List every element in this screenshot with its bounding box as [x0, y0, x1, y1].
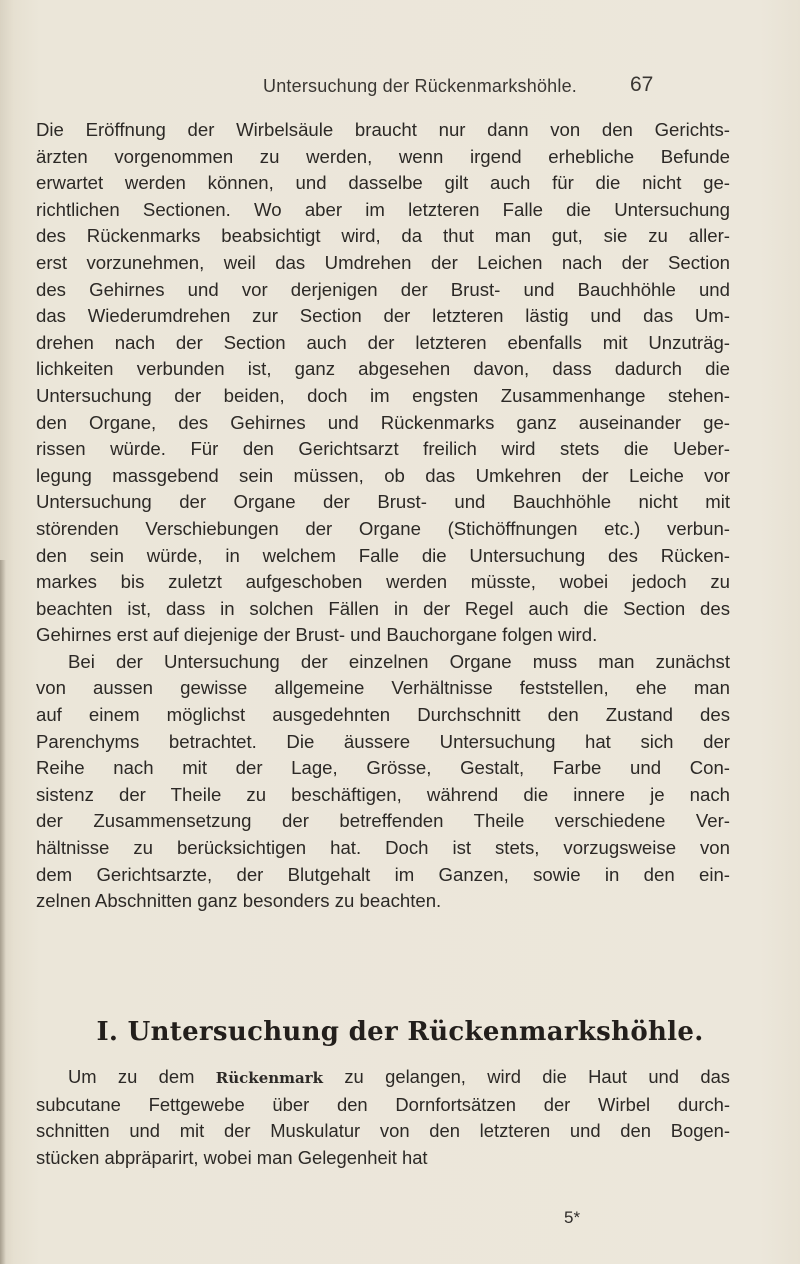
text-line: Die Eröffnung der Wirbelsäule braucht nur dann von den Gerichts-	[36, 119, 730, 140]
binding-gutter-shadow	[0, 560, 6, 1264]
text-line: markes bis zuletzt aufgeschoben werden müsste, wobei jedoch zu	[36, 571, 730, 593]
printer-signature-mark: 5*	[564, 1208, 581, 1227]
text-line: des Gehirnes und vor derjenigen der Brust- und Bauchhöhle und	[36, 278, 730, 300]
text-line: Untersuchung der Organe der Brust- und Bauchhöhle nicht mit	[36, 491, 730, 513]
paragraph-spinal-cord	[36, 1064, 730, 1171]
text-line: rissen würde. Für den Gerichtsarzt freilich wird stets die Ueber-	[36, 438, 730, 460]
text-line: hältnisse zu berücksichtigen hat. Doch ist stets, vorzugsweise von	[36, 837, 730, 859]
body-text-block	[36, 117, 730, 915]
text-line: beachten ist, dass in solchen Fällen in der Regel auch die Section des	[36, 597, 730, 619]
paragraph-examination	[36, 649, 730, 915]
section-body-text	[36, 1064, 730, 1171]
text-line: des Rückenmarks beabsichtigt wird, da thut man gut, sie zu aller-	[36, 225, 730, 247]
text-line: Gehirnes erst auf diejenige der Brust- und Bauchorgane folgen wird.	[36, 624, 598, 646]
running-head-title: Untersuchung der Rückenmarkshöhle.	[263, 76, 577, 96]
text-line: drehen nach der Section auch der letzteren ebenfalls mit Unzuträg-	[36, 331, 730, 353]
page-number: 67	[630, 73, 654, 96]
text-line: von aussen gewisse allgemeine Verhältnisse feststellen, ehe man	[36, 677, 730, 699]
section-heading: I. Untersuchung der Rückenmarkshöhle.	[96, 1017, 704, 1047]
text-line: zelnen Abschnitten ganz besonders zu beachten.	[36, 890, 442, 912]
text-line: auf einem möglichst ausgedehnten Durchschnitt den Zustand des	[36, 704, 730, 726]
text-line: das Wiederumdrehen zur Section der letzteren lästig und das Um-	[36, 305, 730, 327]
text-line: Bei der Untersuchung der einzelnen Organe muss man zunächst	[68, 650, 730, 672]
text-line: stücken abpräparirt, wobei man Gelegenheit hat	[36, 1146, 428, 1168]
text-line: dem Gerichtsarzte, der Blutgehalt im Ganzen, sowie in den ein-	[36, 863, 730, 885]
text-line: den Organe, des Gehirnes und Rückenmarks ganz auseinander ge-	[36, 411, 730, 433]
text-line: Parenchyms betrachtet. Die äussere Untersuchung hat sich der	[36, 730, 730, 752]
text-run: Um zu dem	[68, 1066, 216, 1087]
text-line: erwartet werden können, und dasselbe gilt auch für die nicht ge-	[36, 172, 730, 194]
emphasized-term: Rückenmark	[215, 1069, 324, 1087]
text-line: schnitten und mit der Muskulatur von den letzteren und den Bogen-	[36, 1120, 730, 1142]
text-line: Untersuchung der beiden, doch im engsten Zusammenhange stehen-	[36, 384, 730, 406]
text-line: der Zusammensetzung der betreffenden Theile verschiedene Ver-	[36, 810, 730, 832]
text-line: den sein würde, in welchem Falle die Untersuchung des Rücken-	[36, 544, 730, 566]
text-line: richtlichen Sectionen. Wo aber im letzteren Falle die Untersuchung	[36, 198, 730, 220]
text-line: lichkeiten verbunden ist, ganz abgesehen davon, dass dadurch die	[36, 358, 730, 380]
text-line: ärzten vorgenommen zu werden, wenn irgend erhebliche Befunde	[36, 145, 730, 167]
text-line: störenden Verschiebungen der Organe (Stichöffnungen etc.) verbun-	[36, 517, 730, 539]
text-line: subcutane Fettgewebe über den Dornfortsätzen der Wirbel durch-	[36, 1093, 730, 1115]
paragraph-opening	[36, 117, 730, 649]
text-run: zu gelangen, wird die Haut und das	[323, 1066, 730, 1087]
text-line: Reihe nach mit der Lage, Grösse, Gestalt, Farbe und Con-	[36, 757, 730, 779]
text-line: legung massgebend sein müssen, ob das Umkehren der Leiche vor	[36, 464, 730, 486]
text-line: erst vorzunehmen, weil das Umdrehen der Leichen nach der Section	[36, 251, 730, 273]
text-line: sistenz der Theile zu beschäftigen, während die innere je nach	[36, 783, 730, 805]
text-line	[36, 1064, 730, 1092]
